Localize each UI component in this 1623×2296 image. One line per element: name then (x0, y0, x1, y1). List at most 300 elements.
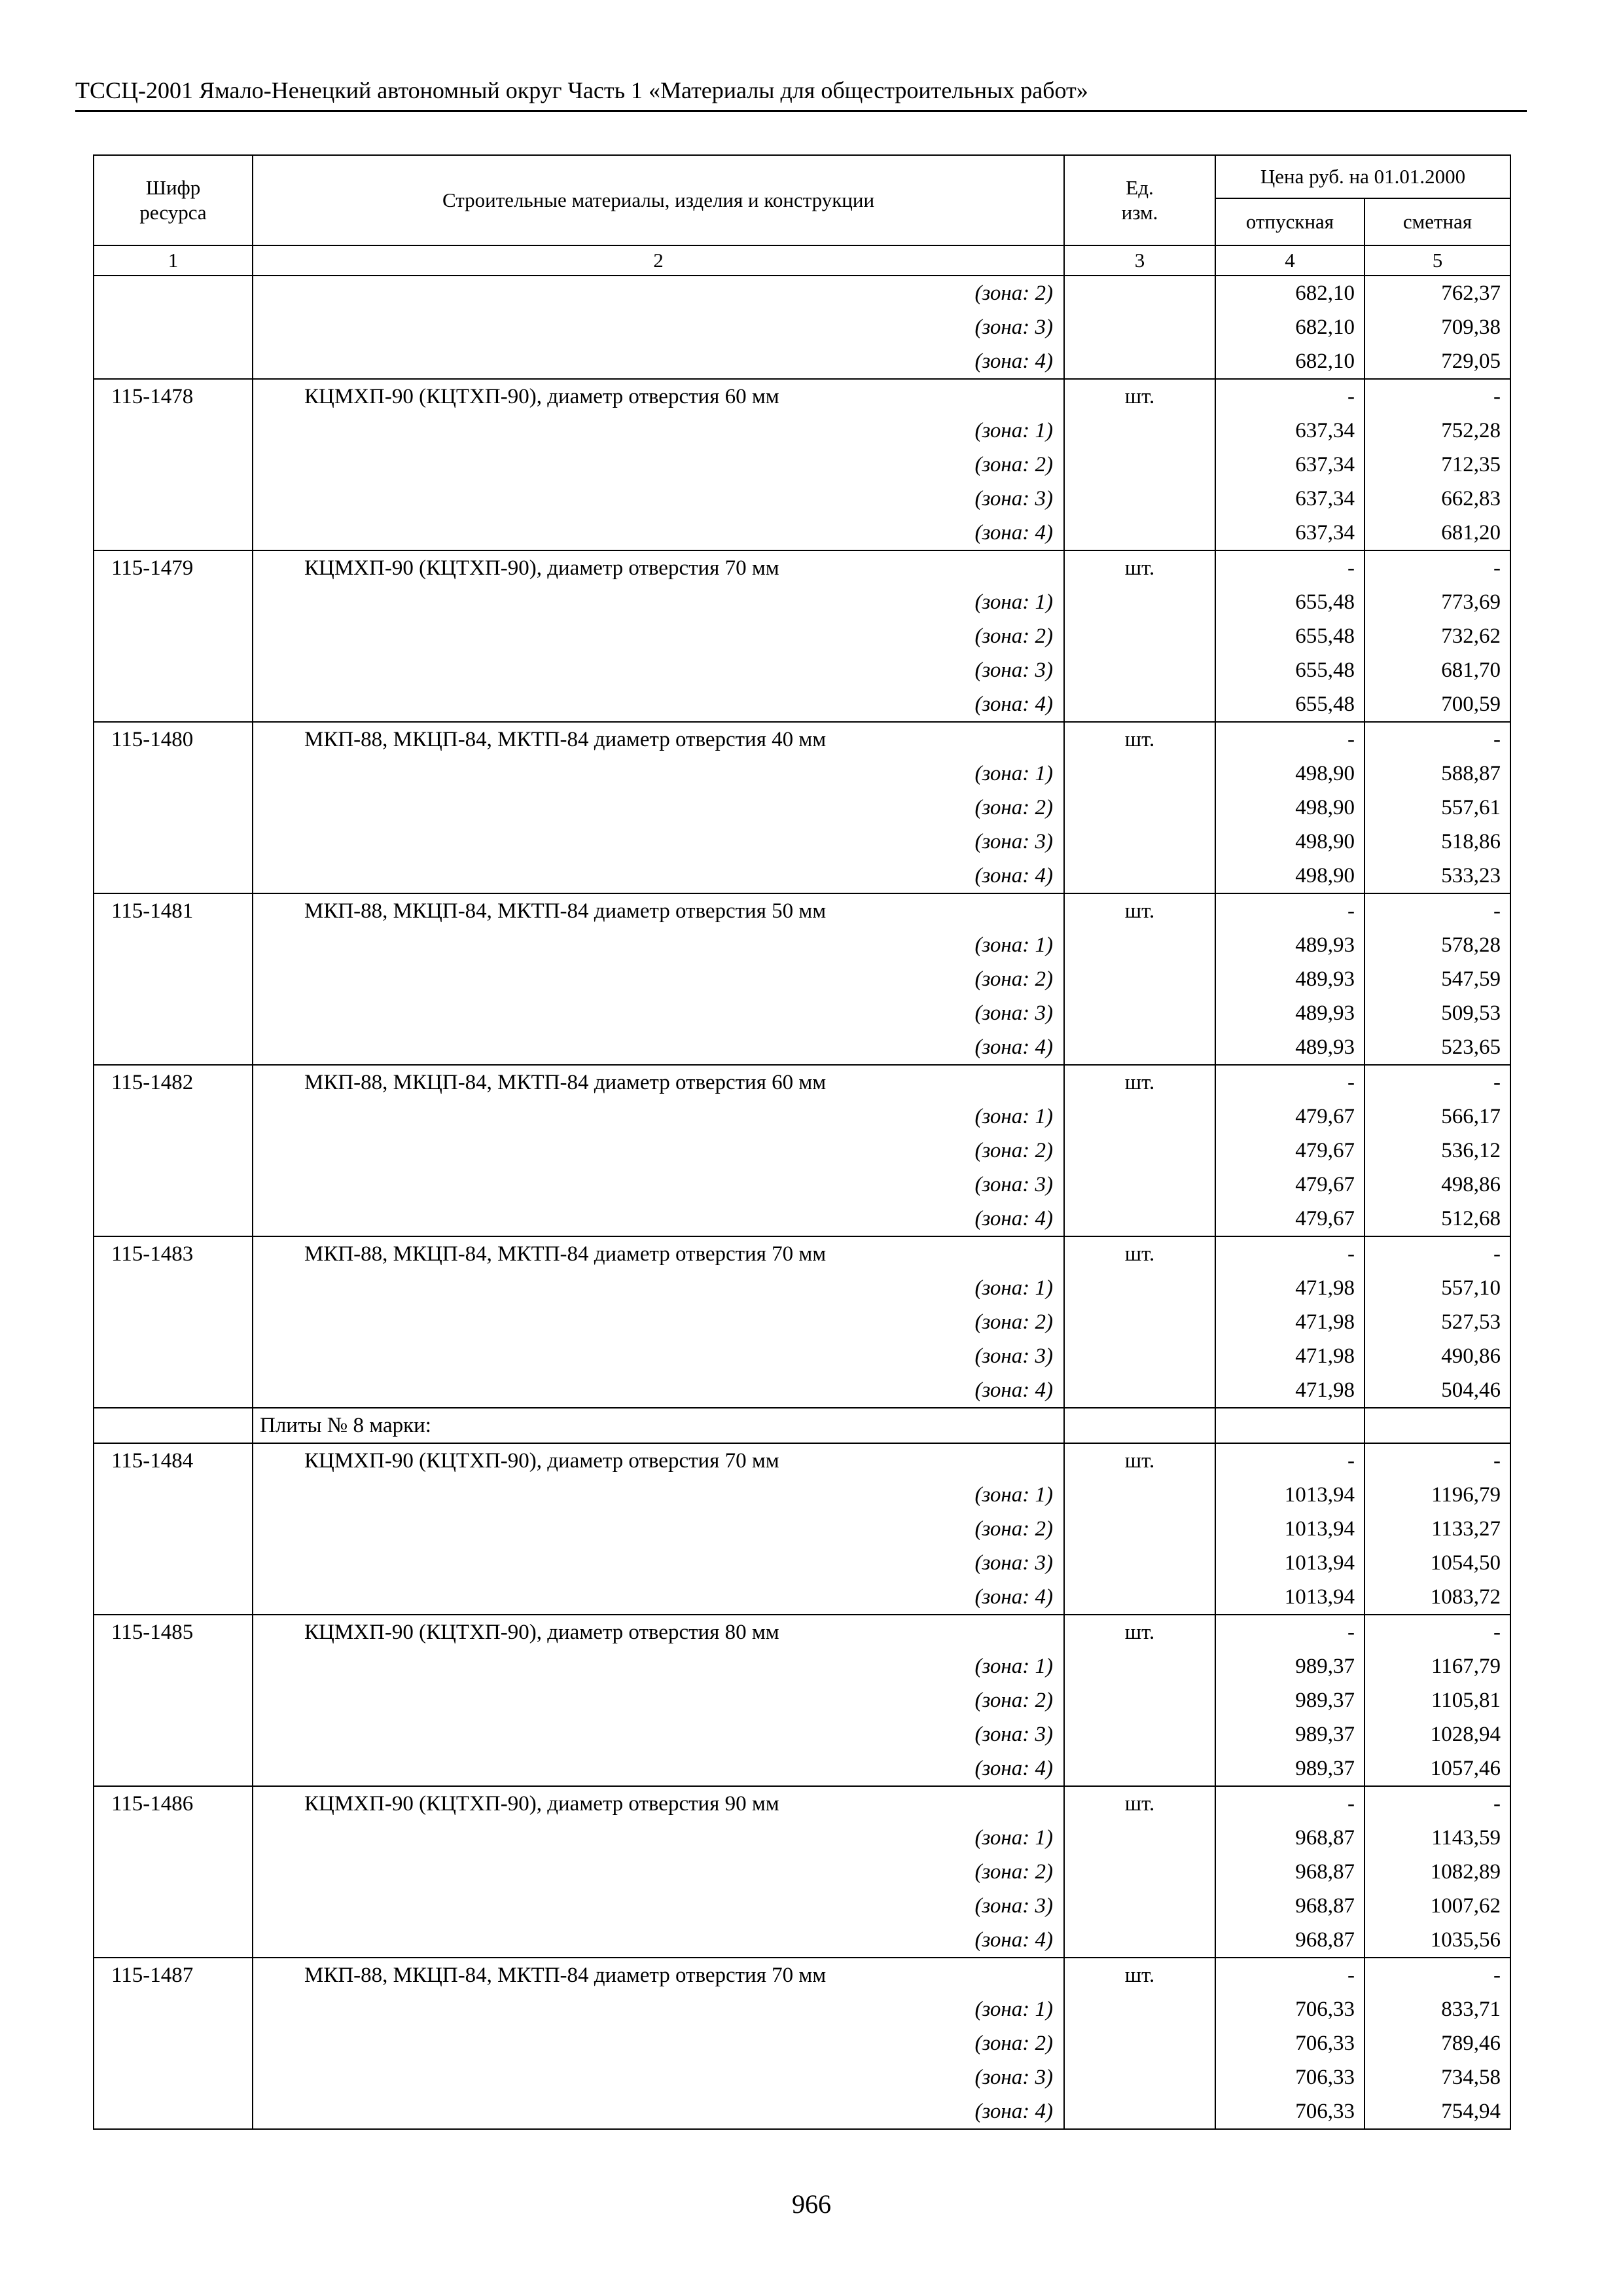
release-price: 706,33 (1215, 2060, 1364, 2094)
section-row (94, 1408, 1510, 1443)
table-row (94, 1786, 1510, 1821)
unit-cell (1064, 962, 1215, 996)
zone-label: (зона: 3) (253, 1168, 1064, 1202)
zone-label: (зона: 2) (253, 1683, 1064, 1717)
unit-cell (1064, 2060, 1215, 2094)
estimate-price: 1083,72 (1364, 1580, 1510, 1615)
zone-row (94, 1923, 1510, 1958)
release-price: 637,34 (1215, 414, 1364, 448)
zone-row (94, 1339, 1510, 1373)
estimate-price: 504,46 (1364, 1373, 1510, 1408)
zone-label: (зона: 1) (253, 1478, 1064, 1512)
release-price: - (1215, 1443, 1364, 1478)
release-price: 479,67 (1215, 1202, 1364, 1236)
release-price: 479,67 (1215, 1134, 1364, 1168)
resource-code-cell (94, 1855, 253, 1889)
resource-code-cell (94, 996, 253, 1030)
unit-cell (1064, 1202, 1215, 1236)
unit-of-measure: шт. (1064, 1443, 1215, 1478)
estimate-price: 754,94 (1364, 2094, 1510, 2129)
resource-code-cell (94, 1134, 253, 1168)
zone-row (94, 1134, 1510, 1168)
release-price: 498,90 (1215, 825, 1364, 859)
resource-code-cell (94, 482, 253, 516)
unit-of-measure: шт. (1064, 1065, 1215, 1100)
unit-cell (1064, 619, 1215, 653)
estimate-price: 1167,79 (1364, 1649, 1510, 1683)
column-number: 3 (1064, 245, 1215, 276)
zone-row (94, 1649, 1510, 1683)
resource-code: 115-1486 (94, 1786, 253, 1821)
estimate-price: 1054,50 (1364, 1546, 1510, 1580)
price-table (93, 154, 1511, 2130)
zone-row (94, 1992, 1510, 2026)
estimate-price: 681,70 (1364, 653, 1510, 687)
zone-row (94, 1478, 1510, 1512)
zone-row (94, 1546, 1510, 1580)
zone-row (94, 687, 1510, 722)
release-price: 682,10 (1215, 344, 1364, 379)
unit-cell (1064, 1408, 1215, 1443)
estimate-price: 1035,56 (1364, 1923, 1510, 1958)
unit-cell (1064, 825, 1215, 859)
zone-label: (зона: 1) (253, 1271, 1064, 1305)
zone-label: (зона: 4) (253, 344, 1064, 379)
table-header (94, 155, 1510, 276)
release-price: - (1215, 1958, 1364, 1992)
unit-of-measure: шт. (1064, 893, 1215, 928)
material-name: МКП-88, МКЦП-84, МКТП-84 диаметр отверстия 50 мм (253, 893, 1064, 928)
zone-row (94, 1580, 1510, 1615)
zone-row (94, 414, 1510, 448)
release-price: 1013,94 (1215, 1478, 1364, 1512)
zone-row (94, 1305, 1510, 1339)
unit-cell (1064, 516, 1215, 550)
estimate-price: 518,86 (1364, 825, 1510, 859)
unit-cell (1064, 344, 1215, 379)
zone-label: (зона: 1) (253, 414, 1064, 448)
estimate-price: 523,65 (1364, 1030, 1510, 1065)
table-body (94, 276, 1510, 2129)
zone-row (94, 653, 1510, 687)
zone-label: (зона: 4) (253, 859, 1064, 893)
estimate-price: 1105,81 (1364, 1683, 1510, 1717)
zone-label: (зона: 2) (253, 2026, 1064, 2060)
estimate-price: 1143,59 (1364, 1821, 1510, 1855)
resource-code-cell (94, 1512, 253, 1546)
estimate-price: 1028,94 (1364, 1717, 1510, 1751)
unit-of-measure: шт. (1064, 1958, 1215, 1992)
unit-cell (1064, 1546, 1215, 1580)
zone-label: (зона: 4) (253, 1202, 1064, 1236)
unit-cell (1064, 757, 1215, 791)
release-price: 1013,94 (1215, 1546, 1364, 1580)
zone-row (94, 2026, 1510, 2060)
release-price: 706,33 (1215, 2026, 1364, 2060)
column-number: 1 (94, 245, 253, 276)
estimate-price: 490,86 (1364, 1339, 1510, 1373)
resource-code-cell (94, 791, 253, 825)
release-price: 471,98 (1215, 1373, 1364, 1408)
estimate-price: 1082,89 (1364, 1855, 1510, 1889)
material-name: МКП-88, МКЦП-84, МКТП-84 диаметр отверстия 60 мм (253, 1065, 1064, 1100)
estimate-price: 833,71 (1364, 1992, 1510, 2026)
estimate-price: - (1364, 1443, 1510, 1478)
resource-code: 115-1487 (94, 1958, 253, 1992)
estimate-price: 712,35 (1364, 448, 1510, 482)
zone-label: (зона: 2) (253, 791, 1064, 825)
resource-code: 115-1484 (94, 1443, 253, 1478)
resource-code-cell (94, 585, 253, 619)
table-row (94, 1615, 1510, 1649)
unit-cell (1064, 1271, 1215, 1305)
zone-row (94, 757, 1510, 791)
unit-of-measure: шт. (1064, 722, 1215, 757)
resource-code-cell (94, 619, 253, 653)
estimate-price: 762,37 (1364, 276, 1510, 310)
resource-code-cell (94, 414, 253, 448)
estimate-price: 557,10 (1364, 1271, 1510, 1305)
resource-code-cell (94, 962, 253, 996)
resource-code-cell (94, 1339, 253, 1373)
zone-row (94, 859, 1510, 893)
zone-label: (зона: 2) (253, 448, 1064, 482)
resource-code-cell (94, 276, 253, 310)
release-price: 489,93 (1215, 962, 1364, 996)
resource-code-cell (94, 687, 253, 722)
release-price: 489,93 (1215, 996, 1364, 1030)
release-price: 989,37 (1215, 1649, 1364, 1683)
zone-row (94, 1202, 1510, 1236)
estimate-price: 527,53 (1364, 1305, 1510, 1339)
release-price: - (1215, 379, 1364, 414)
zone-label: (зона: 4) (253, 1580, 1064, 1615)
column-number: 4 (1215, 245, 1364, 276)
zone-row (94, 2060, 1510, 2094)
unit-cell (1064, 414, 1215, 448)
resource-code-cell (94, 653, 253, 687)
unit-cell (1064, 1683, 1215, 1717)
zone-row (94, 310, 1510, 344)
zone-row (94, 448, 1510, 482)
estimate-price: 533,23 (1364, 859, 1510, 893)
release-price: 498,90 (1215, 859, 1364, 893)
estimate-price: 1133,27 (1364, 1512, 1510, 1546)
material-name: МКП-88, МКЦП-84, МКТП-84 диаметр отверстия 70 мм (253, 1236, 1064, 1271)
zone-row (94, 1889, 1510, 1923)
estimate-price: 509,53 (1364, 996, 1510, 1030)
unit-cell (1064, 996, 1215, 1030)
release-price-cell (1215, 1408, 1364, 1443)
zone-label: (зона: 3) (253, 310, 1064, 344)
estimate-price: 700,59 (1364, 687, 1510, 722)
material-name: МКП-88, МКЦП-84, МКТП-84 диаметр отверстия 40 мм (253, 722, 1064, 757)
estimate-price: 732,62 (1364, 619, 1510, 653)
release-price: 655,48 (1215, 585, 1364, 619)
zone-label: (зона: 2) (253, 962, 1064, 996)
estimate-price: - (1364, 1236, 1510, 1271)
zone-label: (зона: 4) (253, 1751, 1064, 1786)
estimate-price: 1007,62 (1364, 1889, 1510, 1923)
release-price: 1013,94 (1215, 1580, 1364, 1615)
release-price: 655,48 (1215, 687, 1364, 722)
zone-label: (зона: 4) (253, 516, 1064, 550)
zone-label: (зона: 2) (253, 1134, 1064, 1168)
zone-label: (зона: 3) (253, 1889, 1064, 1923)
zone-label: (зона: 2) (253, 276, 1064, 310)
estimate-price: 512,68 (1364, 1202, 1510, 1236)
unit-cell (1064, 928, 1215, 962)
estimate-price: 547,59 (1364, 962, 1510, 996)
header-unit: Ед. изм. (1064, 155, 1215, 245)
unit-cell (1064, 310, 1215, 344)
zone-label: (зона: 2) (253, 1512, 1064, 1546)
unit-cell (1064, 1478, 1215, 1512)
estimate-price: 773,69 (1364, 585, 1510, 619)
resource-code-cell (94, 1889, 253, 1923)
unit-cell (1064, 1821, 1215, 1855)
zone-label: (зона: 4) (253, 1030, 1064, 1065)
unit-cell (1064, 1580, 1215, 1615)
release-price: 682,10 (1215, 276, 1364, 310)
release-price: 968,87 (1215, 1889, 1364, 1923)
estimate-price: 681,20 (1364, 516, 1510, 550)
zone-label: (зона: 3) (253, 825, 1064, 859)
resource-code-cell (94, 1683, 253, 1717)
table-row (94, 722, 1510, 757)
resource-code-cell (94, 1373, 253, 1408)
release-price: - (1215, 550, 1364, 585)
release-price: - (1215, 1786, 1364, 1821)
release-price: 498,90 (1215, 757, 1364, 791)
zone-label: (зона: 4) (253, 1923, 1064, 1958)
estimate-price: 734,58 (1364, 2060, 1510, 2094)
release-price: 968,87 (1215, 1923, 1364, 1958)
zone-label: (зона: 4) (253, 1373, 1064, 1408)
release-price: 471,98 (1215, 1305, 1364, 1339)
unit-cell (1064, 791, 1215, 825)
release-price: 706,33 (1215, 1992, 1364, 2026)
resource-code-cell (94, 1923, 253, 1958)
release-price: 989,37 (1215, 1683, 1364, 1717)
resource-code-cell (94, 1649, 253, 1683)
estimate-price: - (1364, 1065, 1510, 1100)
resource-code: 115-1480 (94, 722, 253, 757)
unit-cell (1064, 276, 1215, 310)
resource-code: 115-1481 (94, 893, 253, 928)
estimate-price: 752,28 (1364, 414, 1510, 448)
resource-code-cell (94, 1580, 253, 1615)
resource-code-cell (94, 757, 253, 791)
resource-code: 115-1478 (94, 379, 253, 414)
resource-code-cell (94, 2026, 253, 2060)
zone-label: (зона: 2) (253, 1855, 1064, 1889)
zone-row (94, 1100, 1510, 1134)
release-price: 989,37 (1215, 1751, 1364, 1786)
estimate-price: - (1364, 1615, 1510, 1649)
resource-code-cell (94, 310, 253, 344)
release-price: 989,37 (1215, 1717, 1364, 1751)
zone-row (94, 516, 1510, 550)
resource-code-cell (94, 1992, 253, 2026)
unit-cell (1064, 859, 1215, 893)
zone-row (94, 482, 1510, 516)
zone-row (94, 825, 1510, 859)
zone-row (94, 276, 1510, 310)
zone-label: (зона: 3) (253, 2060, 1064, 2094)
table-row (94, 1443, 1510, 1478)
resource-code-cell (94, 928, 253, 962)
estimate-price: - (1364, 1786, 1510, 1821)
release-price: 706,33 (1215, 2094, 1364, 2129)
unit-cell (1064, 1649, 1215, 1683)
estimate-price: - (1364, 893, 1510, 928)
zone-row (94, 1717, 1510, 1751)
unit-cell (1064, 2094, 1215, 2129)
material-name: КЦМХП-90 (КЦТХП-90), диаметр отверстия 80 мм (253, 1615, 1064, 1649)
release-price: - (1215, 722, 1364, 757)
resource-code-cell (94, 1030, 253, 1065)
header-price-date: Цена руб. на 01.01.2000 (1215, 155, 1510, 198)
zone-label: (зона: 2) (253, 619, 1064, 653)
unit-of-measure: шт. (1064, 379, 1215, 414)
unit-cell (1064, 1717, 1215, 1751)
release-price: 637,34 (1215, 448, 1364, 482)
material-name: КЦМХП-90 (КЦТХП-90), диаметр отверстия 90 мм (253, 1786, 1064, 1821)
unit-cell (1064, 1751, 1215, 1786)
release-price: 655,48 (1215, 653, 1364, 687)
release-price: 489,93 (1215, 1030, 1364, 1065)
zone-row (94, 1373, 1510, 1408)
unit-cell (1064, 687, 1215, 722)
unit-cell (1064, 1339, 1215, 1373)
release-price: 968,87 (1215, 1821, 1364, 1855)
resource-code-cell (94, 859, 253, 893)
unit-cell (1064, 1030, 1215, 1065)
estimate-price: - (1364, 550, 1510, 585)
page-header-title: ТССЦ-2001 Ямало-Ненецкий автономный округ Часть 1 «Материалы для общестроительных работ» (75, 75, 1527, 112)
zone-row (94, 1751, 1510, 1786)
resource-code-cell (94, 1100, 253, 1134)
release-price: 682,10 (1215, 310, 1364, 344)
column-number: 5 (1364, 245, 1510, 276)
material-name: КЦМХП-90 (КЦТХП-90), диаметр отверстия 70 мм (253, 1443, 1064, 1478)
release-price: 637,34 (1215, 516, 1364, 550)
zone-label: (зона: 4) (253, 2094, 1064, 2129)
zone-row (94, 2094, 1510, 2129)
zone-label: (зона: 3) (253, 653, 1064, 687)
unit-cell (1064, 1923, 1215, 1958)
zone-label: (зона: 1) (253, 1100, 1064, 1134)
page-number: 966 (792, 2189, 831, 2219)
unit-cell (1064, 482, 1215, 516)
estimate-price: 566,17 (1364, 1100, 1510, 1134)
section-title: Плиты № 8 марки: (253, 1408, 1064, 1443)
zone-label: (зона: 3) (253, 996, 1064, 1030)
resource-code-cell (94, 2060, 253, 2094)
resource-code-cell (94, 825, 253, 859)
unit-cell (1064, 653, 1215, 687)
estimate-price: - (1364, 722, 1510, 757)
resource-code-cell (94, 1271, 253, 1305)
release-price: 968,87 (1215, 1855, 1364, 1889)
table-row (94, 1065, 1510, 1100)
column-number: 2 (253, 245, 1064, 276)
estimate-price: 662,83 (1364, 482, 1510, 516)
zone-label: (зона: 1) (253, 757, 1064, 791)
release-price: 637,34 (1215, 482, 1364, 516)
estimate-price: 1196,79 (1364, 1478, 1510, 1512)
resource-code-cell (94, 1821, 253, 1855)
estimate-price: 557,61 (1364, 791, 1510, 825)
material-name: МКП-88, МКЦП-84, МКТП-84 диаметр отверстия 70 мм (253, 1958, 1064, 1992)
unit-of-measure: шт. (1064, 1236, 1215, 1271)
resource-code-cell (94, 1305, 253, 1339)
unit-of-measure: шт. (1064, 1615, 1215, 1649)
zone-row (94, 1030, 1510, 1065)
zone-label: (зона: 1) (253, 1649, 1064, 1683)
unit-cell (1064, 1889, 1215, 1923)
release-price: 489,93 (1215, 928, 1364, 962)
zone-row (94, 1855, 1510, 1889)
unit-cell (1064, 1305, 1215, 1339)
release-price: 479,67 (1215, 1168, 1364, 1202)
zone-row (94, 1683, 1510, 1717)
release-price: 471,98 (1215, 1271, 1364, 1305)
unit-cell (1064, 1373, 1215, 1408)
table-row (94, 893, 1510, 928)
header-estimate-price: сметная (1364, 198, 1510, 245)
unit-cell (1064, 1100, 1215, 1134)
resource-code-cell (94, 1168, 253, 1202)
zone-row (94, 791, 1510, 825)
release-price: 479,67 (1215, 1100, 1364, 1134)
estimate-price: 578,28 (1364, 928, 1510, 962)
zone-label: (зона: 3) (253, 1339, 1064, 1373)
zone-label: (зона: 1) (253, 1821, 1064, 1855)
unit-cell (1064, 1134, 1215, 1168)
zone-label: (зона: 1) (253, 585, 1064, 619)
zone-row (94, 928, 1510, 962)
release-price: - (1215, 1065, 1364, 1100)
zone-label: (зона: 1) (253, 1992, 1064, 2026)
estimate-price: 729,05 (1364, 344, 1510, 379)
unit-of-measure: шт. (1064, 550, 1215, 585)
resource-code-cell (94, 1202, 253, 1236)
resource-code: 115-1482 (94, 1065, 253, 1100)
estimate-price: 536,12 (1364, 1134, 1510, 1168)
unit-cell (1064, 1512, 1215, 1546)
table-row (94, 1958, 1510, 1992)
estimate-price: 588,87 (1364, 757, 1510, 791)
release-price: - (1215, 1236, 1364, 1271)
resource-code-cell (94, 344, 253, 379)
unit-cell (1064, 1168, 1215, 1202)
unit-cell (1064, 1992, 1215, 2026)
resource-code-cell (94, 1717, 253, 1751)
resource-code-cell (94, 1408, 253, 1443)
zone-label: (зона: 2) (253, 1305, 1064, 1339)
resource-code-cell (94, 1751, 253, 1786)
unit-cell (1064, 585, 1215, 619)
estimate-price: 498,86 (1364, 1168, 1510, 1202)
estimate-price: 789,46 (1364, 2026, 1510, 2060)
estimate-price: - (1364, 1958, 1510, 1992)
unit-cell (1064, 1855, 1215, 1889)
zone-row (94, 996, 1510, 1030)
zone-row (94, 962, 1510, 996)
material-name: КЦМХП-90 (КЦТХП-90), диаметр отверстия 70 мм (253, 550, 1064, 585)
